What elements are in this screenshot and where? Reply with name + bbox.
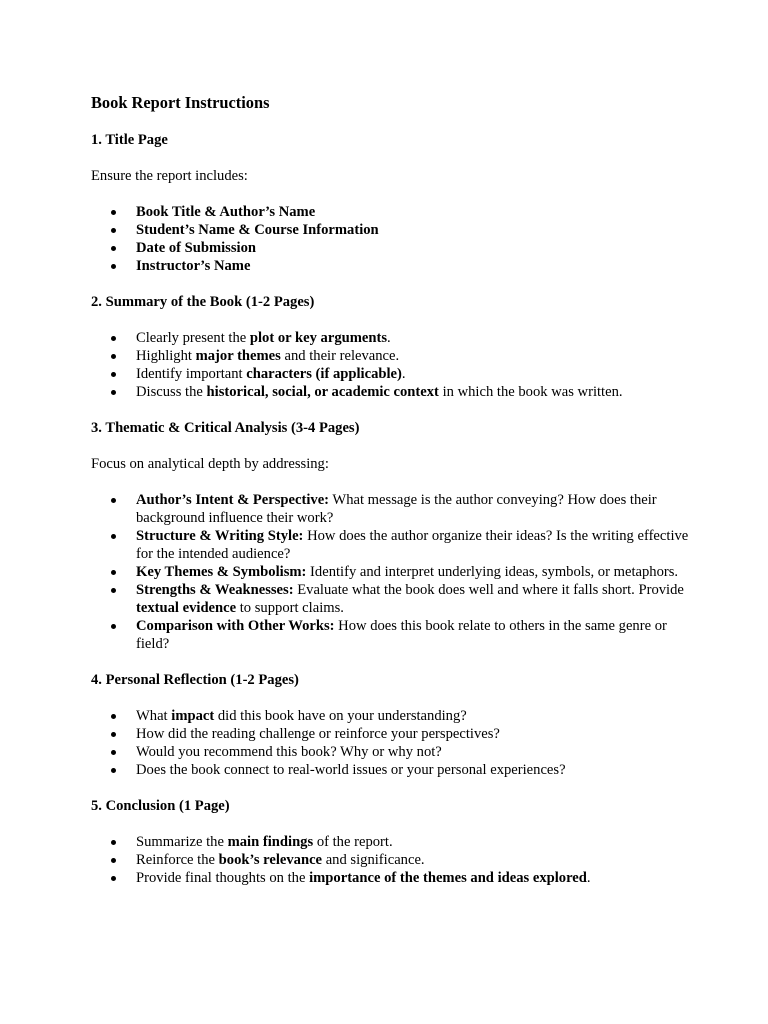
list-item [91, 563, 691, 581]
list-item-text: How did the reading challenge or reinforce your perspectives? [136, 726, 500, 742]
list-item-text: . [387, 330, 391, 346]
list-item-text: Reinforce the [136, 852, 219, 868]
section-intro: Ensure the report includes: [91, 168, 248, 184]
list-item-text: How does this book relate to others in the same genre or field? [136, 618, 667, 652]
bullet-icon [111, 768, 116, 773]
bullet-icon [111, 714, 116, 719]
bullet-icon [111, 264, 116, 269]
bold-text: Comparison with Other Works: [136, 618, 335, 634]
section-heading: 3. Thematic & Critical Analysis (3-4 Pages) [91, 420, 360, 436]
bold-text: textual evidence [136, 600, 237, 616]
bold-text: Book Title & Author’s Name [136, 204, 316, 220]
list-item-text: Identify and interpret underlying ideas, symbols, or metaphors. [306, 564, 679, 580]
bullet-icon [111, 840, 116, 845]
bold-text: Strengths & Weaknesses: [136, 582, 294, 598]
bold-text: Author’s Intent & Perspective: [136, 492, 330, 508]
list-item [91, 743, 691, 761]
list-item-text: Summarize the [136, 834, 228, 850]
bold-text: main findings [227, 834, 314, 850]
list-item [91, 833, 691, 851]
bold-text: impact [171, 708, 215, 724]
list-item [91, 383, 691, 401]
list-item-text: What message is the author conveying? How does their background influence their work? [136, 492, 657, 526]
list-item-text: How does the author organize their ideas? Is the writing effective for the intended audience? [136, 528, 689, 562]
list-item [91, 761, 691, 779]
bullet-icon [111, 246, 116, 251]
list-item [91, 239, 691, 257]
section-heading: 1. Title Page [91, 132, 168, 148]
bullet-list [91, 707, 691, 779]
bold-text: historical, social, or academic context [206, 384, 439, 400]
bold-text: Instructor’s Name [136, 258, 251, 274]
bullet-icon [111, 624, 116, 629]
list-item-text: Evaluate what the book does well and where it falls short. Provide [293, 582, 684, 598]
bold-text: Student’s Name & Course Information [136, 222, 379, 238]
list-item-text: Clearly present the [136, 330, 250, 346]
bold-text: Structure & Writing Style: [136, 528, 304, 544]
list-item-text: . [586, 870, 591, 886]
list-item [91, 869, 691, 887]
list-item-text: Would you recommend this book? Why or why not? [136, 744, 442, 760]
section-heading: 5. Conclusion (1 Page) [91, 798, 230, 814]
bullet-list [91, 833, 691, 887]
bullet-list [91, 491, 691, 653]
section-intro: Focus on analytical depth by addressing: [91, 456, 329, 472]
list-item [91, 257, 691, 275]
list-item-text: to support claims. [236, 600, 344, 616]
bold-text: Key Themes & Symbolism: [136, 564, 307, 580]
list-item [91, 221, 691, 239]
list-item-text: What [136, 708, 172, 724]
bold-text: characters (if applicable) [246, 366, 402, 382]
bullet-icon [111, 336, 116, 341]
list-item-text: Does the book connect to real-world issues or your personal experiences? [136, 762, 566, 778]
list-item-text: Discuss the [136, 384, 207, 400]
bullet-icon [111, 354, 116, 359]
bullet-icon [111, 588, 116, 593]
bullet-icon [111, 210, 116, 215]
section-heading: 4. Personal Reflection (1-2 Pages) [91, 672, 299, 688]
list-item [91, 365, 691, 383]
document-title: Book Report Instructions [91, 93, 270, 112]
section-heading: 2. Summary of the Book (1-2 Pages) [91, 294, 315, 310]
bullet-icon [111, 750, 116, 755]
bullet-icon [111, 570, 116, 575]
bullet-icon [111, 372, 116, 377]
list-item [91, 203, 691, 221]
list-item-text: and their relevance. [280, 348, 400, 364]
list-item [91, 491, 691, 527]
bullet-icon [111, 732, 116, 737]
bullet-list [91, 329, 691, 401]
bold-text: Date of Submission [136, 240, 257, 256]
list-item [91, 581, 691, 617]
bold-text: importance of the themes and ideas explored [309, 870, 587, 886]
list-item-text: Identify important [136, 366, 247, 382]
list-item [91, 527, 691, 563]
bold-text: major themes [195, 348, 281, 364]
bullet-icon [111, 876, 116, 881]
list-item-text: . [401, 366, 406, 382]
list-item-text: Highlight [136, 348, 196, 364]
list-item-text: Provide final thoughts on the [136, 870, 310, 886]
bullet-icon [111, 534, 116, 539]
list-item-text: and significance. [322, 852, 425, 868]
bullet-list [91, 203, 691, 275]
document-sections [91, 131, 691, 887]
list-item-text: in which the book was written. [438, 384, 623, 400]
list-item-text: of the report. [313, 834, 393, 850]
list-item [91, 329, 691, 347]
bold-text: book’s relevance [218, 852, 323, 868]
bullet-icon [111, 858, 116, 863]
list-item [91, 725, 691, 743]
bold-text: plot or key arguments [249, 330, 388, 346]
bullet-icon [111, 228, 116, 233]
bullet-icon [111, 498, 116, 503]
list-item [91, 617, 691, 653]
list-item-text: did this book have on your understanding? [214, 708, 467, 724]
list-item [91, 347, 691, 365]
document-page [91, 93, 691, 905]
bullet-icon [111, 390, 116, 395]
list-item [91, 707, 691, 725]
list-item [91, 851, 691, 869]
